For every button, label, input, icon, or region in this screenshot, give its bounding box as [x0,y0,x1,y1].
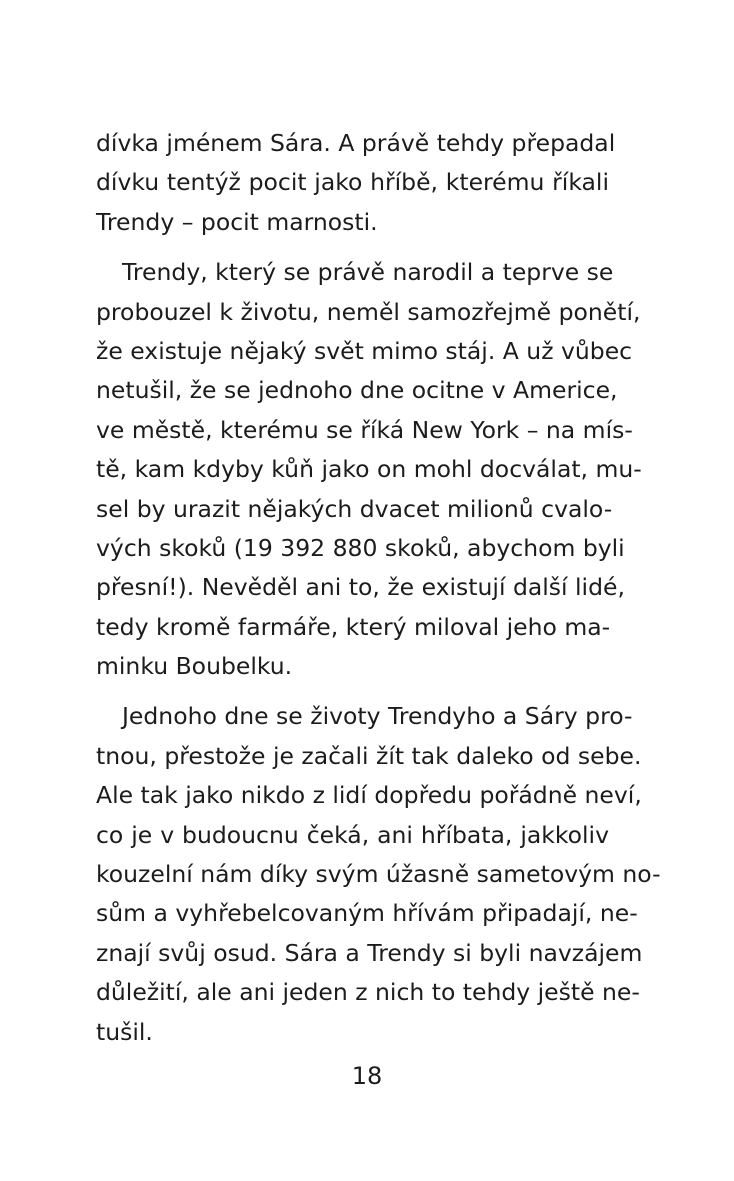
text-line: sům a vyhřebelcovaným hřívám připadají, ne- [96,899,638,928]
paragraph-3 [96,697,661,1052]
text-line: tedy kromě farmáře, který miloval jeho ma- [96,612,611,641]
text-line: co je v budoucnu čeká, ani hříbata, jakkoliv [96,820,609,849]
text-line: dívka jménem Sára. A právě tehdy přepadal [96,129,616,157]
paragraph-2 [96,253,642,686]
text-line: Trendy, který se právě narodil a teprve se [122,258,614,287]
paragraph-1 [96,124,616,242]
text-line: Trendy – pocit marnosti. [96,207,378,236]
text-line: kouzelní nám díky svým úžasně sametovým no- [96,860,661,889]
text-line: sel by urazit nějakých dvacet milionů cvalo- [96,494,613,523]
text-line: netušil, že se jednoho dne ocitne v Americe, [96,376,618,405]
text-line: přesní!). Nevěděl ani to, že existují další lidé, [96,573,625,602]
text-line: probouzel k životu, neměl samozřejmě ponětí, [96,297,641,326]
text-line: tušil. [96,1017,153,1046]
text-line: důležití, ale ani jeden z nich to tehdy ještě ne- [96,978,640,1007]
text-line: že existuje nějaký svět mimo stáj. A už vůbec [96,336,633,365]
text-line: znají svůj osud. Sára a Trendy si byli navzájem [96,938,643,967]
text-line: vých skoků (19 392 880 skoků, abychom byli [96,533,625,562]
text-line: minku Boubelku. [96,652,293,681]
body-text [96,124,661,1063]
text-line: tnou, přestože je začali žít tak daleko od sebe. [96,741,642,770]
page-number: 18 [351,1062,383,1090]
text-line: ve městě, kterému se říká New York – na mís- [96,415,633,444]
text-line: tě, kam kdyby kůň jako on mohl docválat, mu- [96,455,642,484]
text-line: Ale tak jako nikdo z lidí dopředu pořádně neví, [96,781,642,810]
text-line: Jednoho dne se životy Trendyho a Sáry pro- [122,702,633,731]
text-line: dívku tentýž pocit jako hříbě, kterému říkali [96,168,609,197]
